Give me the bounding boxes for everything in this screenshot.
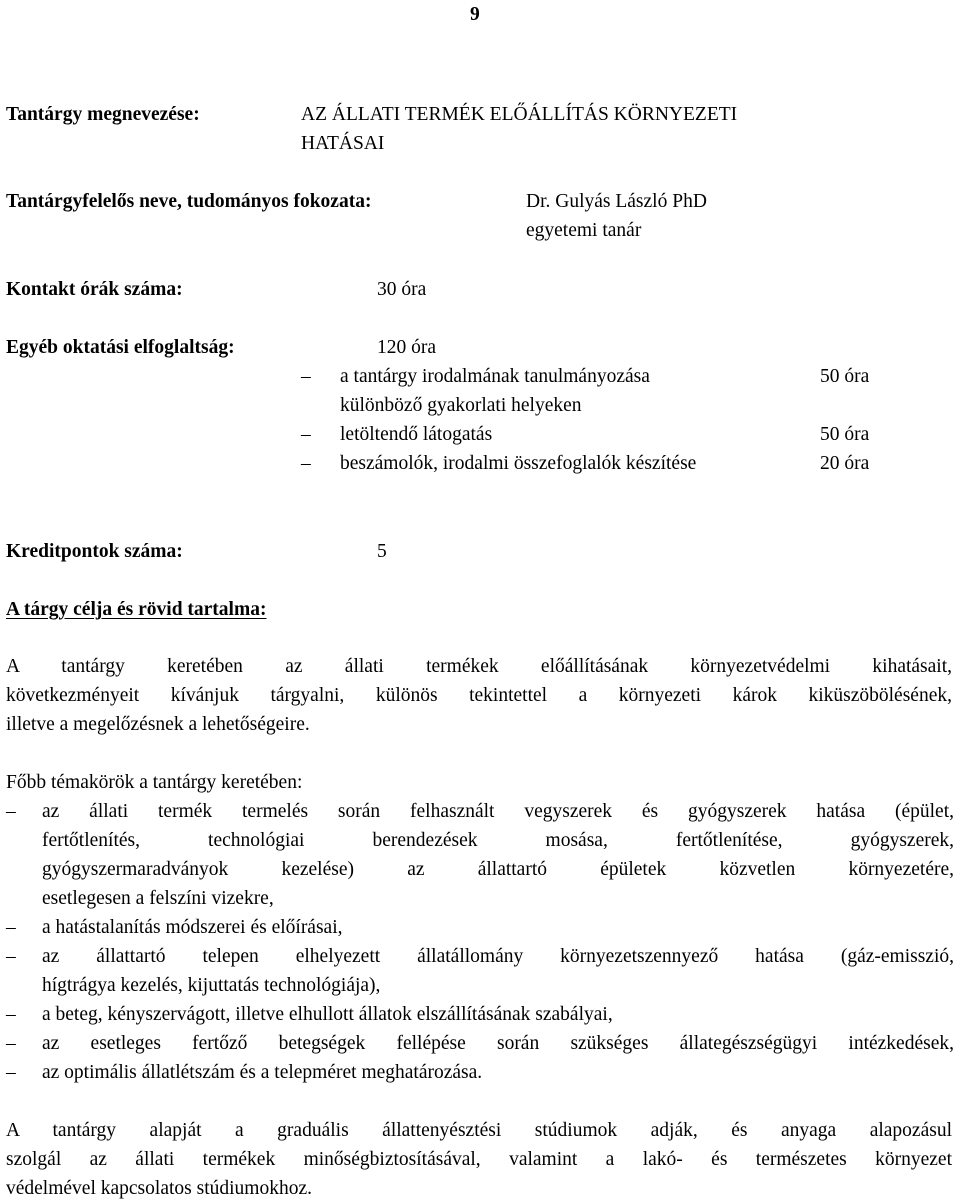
load-item-text: letöltendő látogatás — [340, 424, 493, 445]
subject-label: Tantárgy megnevezése: — [6, 104, 200, 125]
list-dash: – — [301, 453, 311, 474]
closing-line: szolgál az állati termékek minőségbiztosításával, valamint a lakó- és természetes környezet — [6, 1149, 952, 1170]
page-number: 9 — [470, 4, 480, 25]
topics-heading: Főbb témakörök a tantárgy keretében: — [6, 772, 303, 793]
other-load-label: Egyéb oktatási elfoglaltság: — [6, 337, 235, 358]
intro-line: A tantárgy keretében az állati termékek előállításának környezetvédelmi kihatásait, — [6, 656, 952, 677]
topic-line: a hatástalanítás módszerei és előírásai, — [42, 917, 343, 938]
list-dash: – — [6, 1062, 16, 1083]
topic-line: hígtrágya kezelés, kijuttatás technológiája), — [42, 975, 381, 996]
topic-line: az állati termék termelés során felhasznált vegyszerek és gyógyszerek hatása (épület, — [42, 801, 954, 822]
topic-line: fertőtlenítés, technológiai berendezések mosása, fertőtlenítése, gyógyszerek, — [42, 830, 954, 851]
subject-title-line2: HATÁSAI — [301, 133, 385, 154]
topic-line: gyógyszermaradványok kezelése) az állattartó épületek közvetlen környezetére, — [42, 859, 954, 880]
load-item-text: a tantárgy irodalmának tanulmányozása — [340, 366, 650, 387]
contact-hours-label: Kontakt órák száma: — [6, 279, 183, 300]
list-dash: – — [6, 1033, 16, 1054]
load-item-text: beszámolók, irodalmi összefoglalók készítése — [340, 453, 697, 474]
topic-line: az esetleges fertőző betegségek fellépése során szükséges állategészségügyi intézkedések, — [42, 1033, 954, 1054]
list-dash: – — [6, 946, 16, 967]
responsible-title: egyetemi tanár — [526, 220, 642, 241]
load-item-hours: 50 óra — [820, 424, 870, 445]
intro-line: illetve a megelőzésnek a lehetőségeire. — [6, 714, 310, 735]
closing-line: A tantárgy alapját a graduális állattenyésztési stúdiumok adják, és anyaga alapozásul — [6, 1120, 952, 1141]
topic-line: az állattartó telepen elhelyezett állatállomány környezetszennyező hatása (gáz-emisszió, — [42, 946, 954, 967]
topic-line: esetlegesen a felszíni vizekre, — [42, 888, 274, 909]
load-item-hours: 20 óra — [820, 453, 870, 474]
responsible-name: Dr. Gulyás László PhD — [526, 191, 707, 212]
intro-line: következményeit kívánjuk tárgyalni, különös tekintettel a környezeti károk kiküszöbölésének, — [6, 685, 952, 706]
other-load-total: 120 óra — [377, 337, 437, 358]
list-dash: – — [301, 366, 311, 387]
list-dash: – — [301, 424, 311, 445]
topic-line: az optimális állatlétszám és a telepméret meghatározása. — [42, 1062, 483, 1083]
aim-heading: A tárgy célja és rövid tartalma: — [6, 599, 267, 620]
closing-line: védelmével kapcsolatos stúdiumokhoz. — [6, 1178, 312, 1199]
load-item-text: különböző gyakorlati helyeken — [340, 395, 582, 416]
load-item-hours: 50 óra — [820, 366, 870, 387]
list-dash: – — [6, 917, 16, 938]
topic-line: a beteg, kényszervágott, illetve elhullott állatok elszállításának szabályai, — [42, 1004, 613, 1025]
list-dash: – — [6, 801, 16, 822]
responsible-label: Tantárgyfelelős neve, tudományos fokozata: — [6, 191, 372, 212]
list-dash: – — [6, 1004, 16, 1025]
credits-label: Kreditpontok száma: — [6, 541, 183, 562]
contact-hours-value: 30 óra — [377, 279, 427, 300]
subject-title-line1: AZ ÁLLATI TERMÉK ELŐÁLLÍTÁS KÖRNYEZETI — [301, 104, 738, 125]
credits-value: 5 — [377, 541, 387, 562]
